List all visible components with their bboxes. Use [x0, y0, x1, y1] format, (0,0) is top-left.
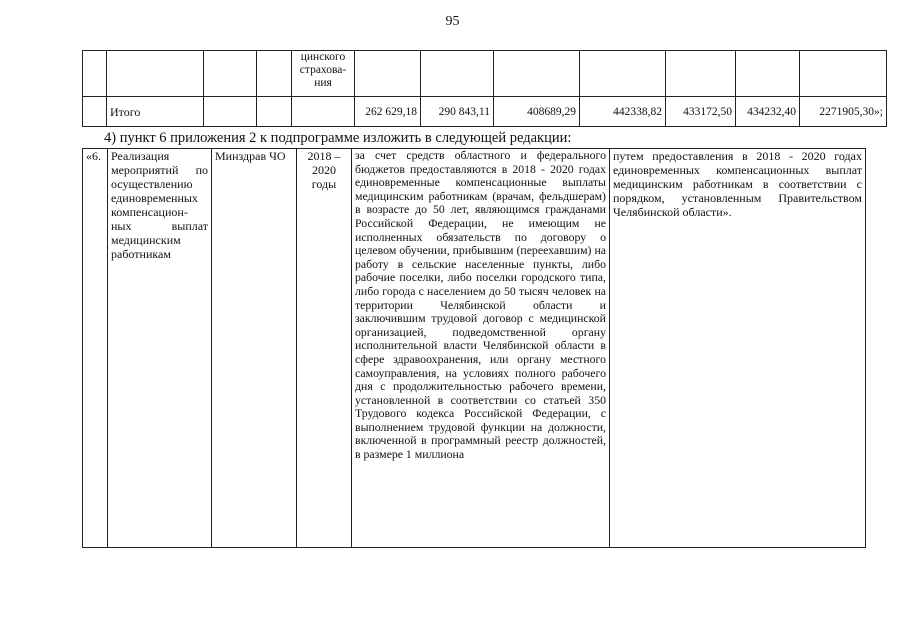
table-cell [580, 51, 666, 97]
responsible-executor: Минздрав ЧО [212, 149, 297, 548]
table-cell [257, 51, 292, 97]
total-row [83, 97, 887, 127]
table-cell [204, 97, 257, 127]
table-row [83, 51, 887, 97]
funding-source-cell: цинского страхова- ния [292, 51, 355, 97]
total-value: 434232,40 [736, 97, 800, 127]
total-value: 408689,29 [494, 97, 580, 127]
total-value: 290 843,11 [421, 97, 494, 127]
table-cell [257, 97, 292, 127]
total-value: 262 629,18 [355, 97, 421, 127]
table-cell [292, 97, 355, 127]
budget-table-continuation [82, 50, 887, 127]
activity-description: за счет средств областного и федерального бюджетов предоставляются в 2018 - 2020 годах единовременные компенсационные выплаты медицинским работникам (врачам, фельдшерам) в возрасте до 50 лет, являющимся гражданами Российской Федерации, не имеющим не исполненных обязательств по договору о целевом обучении, прибывшим (переехавшим) на работу в сельские населенные пункты, либо рабочие поселки, либо поселки городского типа, либо города с населением до 50 тысяч человек на территории Челябинской области и заключившим трудовой договор с медицинской организацией, подведомственной органу исполнительной власти Челябинской области в сфере здравоохранения, или органу местного самоуправления, на условиях полного рабочего дня с продолжительностью рабочего времени, установленной в соответствии со статьей 350 Трудового кодекса Российской Федерации, с выполнением трудовой функции на должности, включенной в программный реестр должностей, в размере 1 миллиона [352, 149, 610, 548]
item-number: «6. [83, 149, 108, 548]
table-cell [204, 51, 257, 97]
total-value: 433172,50 [666, 97, 736, 127]
table-cell [83, 97, 107, 127]
implementation-method: путем предоставления в 2018 - 2020 годах единовременных компенсационных выплат медицинским работникам в соответствии с порядком, установленным Правительством Челябинской области». [610, 149, 866, 548]
table-cell [494, 51, 580, 97]
table-cell [83, 51, 107, 97]
amendment-instruction: 4) пункт 6 приложения 2 к подпрограмме изложить в следующей редакции: [104, 130, 572, 146]
table-cell [107, 51, 204, 97]
table-cell [421, 51, 494, 97]
total-value: 2271905,30»; [800, 97, 887, 127]
subprogram-item-table [82, 148, 866, 548]
implementation-period: 2018 – 2020 годы [297, 149, 352, 548]
page-number: 95 [445, 14, 460, 29]
total-value: 442338,82 [580, 97, 666, 127]
table-cell [736, 51, 800, 97]
table-cell [355, 51, 421, 97]
table-cell [666, 51, 736, 97]
table-cell [800, 51, 887, 97]
total-label: Итого [107, 97, 204, 127]
activity-name: Реализация мероприятий по осуществлению единовременных компенсацион-ных выплат медицинским работникам [108, 149, 212, 548]
table-row [83, 149, 866, 548]
